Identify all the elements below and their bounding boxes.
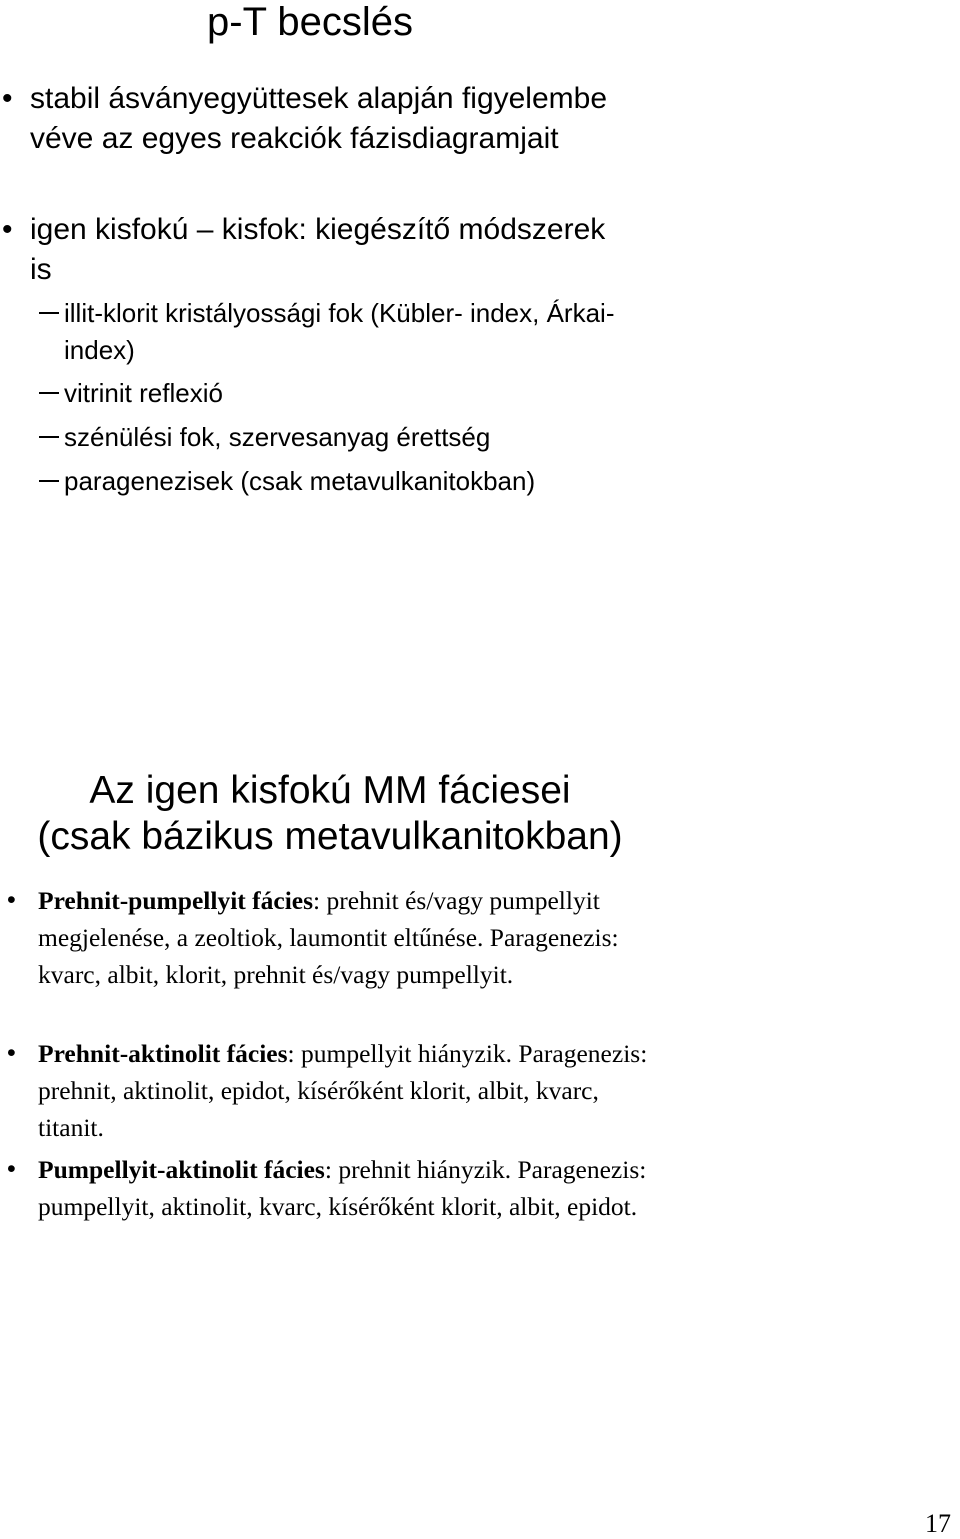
bullet-item [7,1151,648,1225]
sub-item-text: vitrinit reflexió [64,378,223,408]
sub-item [64,375,684,412]
bullet-icon: • [2,213,13,246]
sub-item-text: szénülési fok, szervesanyag érettség [64,422,491,452]
bullet-item [2,210,630,290]
facies-description: : prehnit hiányzik. Paragenezis: pumpellyit, aktinolit, kvarc, kísérőként klorit, albit, epidot. [38,1155,647,1221]
slide-title: p-T becslés [207,0,414,44]
facies-term: Prehnit-aktinolit fácies [38,1039,288,1068]
bullet-item [2,79,630,159]
facies-description: : prehnit és/vagy pumpellyit megjelenése, a zeoltiok, laumontit eltűnése. Paragenezis: kvarc, albit, klorit, prehnit és/vagy pumpellyit. [38,886,619,989]
bullet-icon: • [7,886,16,914]
bullet-icon: • [7,1039,16,1067]
title-line: (csak bázikus metavulkanitokban) [37,815,623,858]
dash-icon [39,392,59,394]
slide-p-t-estimation [0,0,960,540]
facies-term: Prehnit-pumpellyit fácies [38,886,314,915]
title-line: Az igen kisfokú MM fáciesei [89,769,571,812]
bullet-text: igen kisfokú – kisfok: kiegészítő módszerek is [30,213,606,286]
bullet-item [7,1035,648,1146]
dash-icon [39,312,59,314]
sub-item-text: paragenezisek (csak metavulkanitokban) [64,466,536,496]
page-number: 17 [925,1509,951,1538]
facies-term: Pumpellyit-aktinolit fácies [38,1155,325,1184]
sub-item [64,463,684,500]
sub-item [64,419,684,456]
sub-item-text: illit-klorit kristályossági fok (Kübler- index, Árkai-index) [64,298,615,365]
dash-icon [39,436,59,438]
bullet-icon: • [2,82,13,115]
bullet-icon: • [7,1155,16,1183]
dash-icon [39,480,59,482]
bullet-item [7,882,648,993]
facies-description: : pumpellyit hiányzik. Paragenezis: prehnit, aktinolit, epidot, kísérőként klorit, albit, kvarc, titanit. [38,1039,648,1142]
slide-facies [0,760,960,1300]
slide-title [0,768,660,860]
bullet-text: stabil ásványegyüttesek alapján figyelembe véve az egyes reakciók fázisdiagramjait [30,82,608,155]
sub-item [64,295,684,369]
